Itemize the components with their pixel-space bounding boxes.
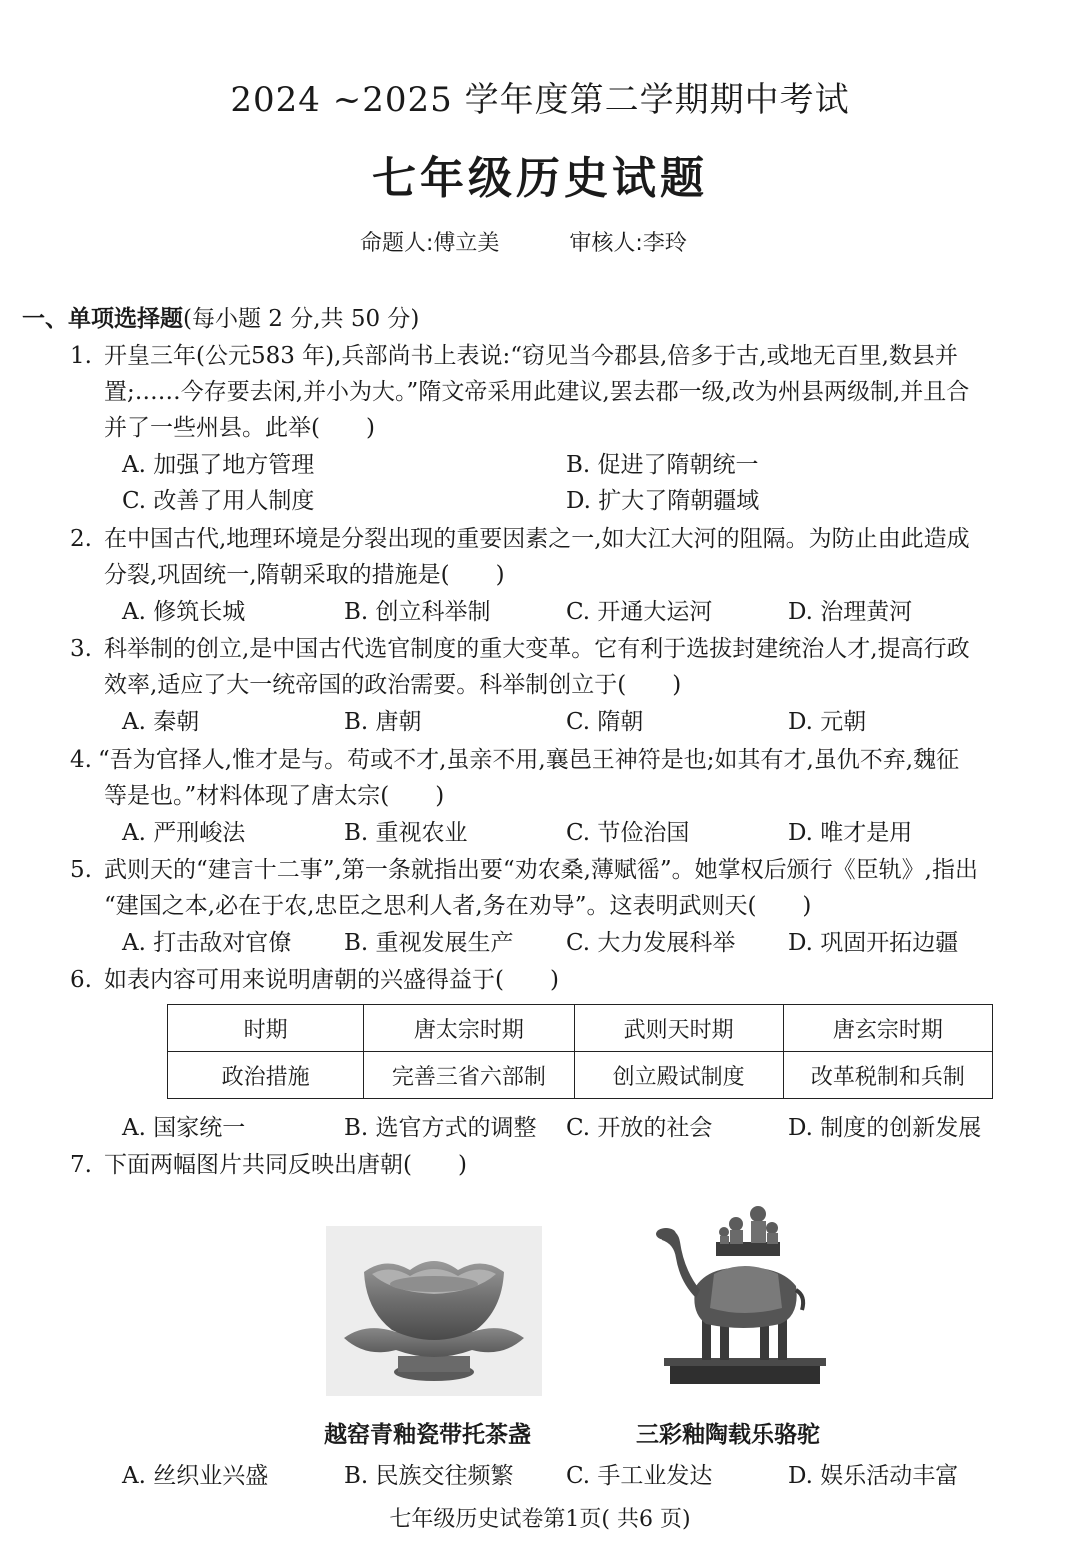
question-number: 3. — [70, 636, 92, 662]
question-stem-line: 分裂,巩固统一,隋朝采取的措施是( ) — [104, 562, 505, 588]
lotus-tea-bowl-image — [326, 1226, 542, 1396]
option-c[interactable]: C. 手工业发达 — [566, 1463, 713, 1489]
section-note: (每小题 2 分,共 50 分) — [183, 306, 420, 332]
option-d[interactable]: D. 唯才是用 — [788, 820, 913, 846]
option-a[interactable]: A. 严刑峻法 — [122, 820, 246, 846]
option-c[interactable]: C. 开通大运河 — [566, 599, 713, 625]
question-stem-line: 如表内容可用来说明唐朝的兴盛得益于( ) — [104, 967, 559, 993]
option-b[interactable]: B. 创立科举制 — [344, 599, 491, 625]
question-number: 1. — [70, 343, 92, 369]
camel-drawing — [640, 1186, 840, 1398]
table-row — [168, 1052, 993, 1099]
table-cell: 政治措施 — [168, 1052, 364, 1099]
question-number: 2. — [70, 526, 92, 552]
option-d[interactable]: D. 元朝 — [788, 709, 867, 735]
question-number: 5. — [70, 857, 92, 883]
question-stem-line: 开皇三年(公元583 年),兵部尚书上表说:“窃见当今郡县,倍多于古,或地无百里,数县并 — [104, 343, 958, 369]
exam-title: 2024 ~2025 学年度第二学期期中考试 — [230, 80, 850, 120]
option-b[interactable]: B. 唐朝 — [344, 709, 422, 735]
question-stem-line: 武则天的“建言十二事”,第一条就指出要“劝农桑,薄赋徭”。她掌权后颁行《臣轨》,指出 — [104, 857, 978, 883]
table-cell: 创立殿试制度 — [574, 1052, 783, 1099]
question-stem-line: “建国之本,必在于农,忠臣之思利人者,务在劝导”。这表明武则天( ) — [104, 893, 812, 919]
option-c[interactable]: C. 改善了用人制度 — [122, 488, 315, 514]
option-a[interactable]: A. 加强了地方管理 — [122, 452, 315, 478]
camel-figurine-image — [640, 1186, 840, 1398]
question-stem-line: 下面两幅图片共同反映出唐朝( ) — [104, 1152, 467, 1178]
image-caption: 三彩釉陶载乐骆驼 — [636, 1422, 820, 1448]
reviewer-name: 审核人:李玲 — [569, 231, 687, 256]
option-a[interactable]: A. 国家统一 — [122, 1115, 246, 1141]
page-footer: 七年级历史试卷第1页( 共6 页) — [389, 1507, 691, 1532]
section-heading — [22, 300, 419, 333]
option-a[interactable]: A. 打击敌对官僚 — [122, 930, 292, 956]
question-stem-line: 效率,适应了大一统帝国的政治需要。科举制创立于( ) — [104, 672, 682, 698]
option-a[interactable]: A. 丝织业兴盛 — [122, 1463, 269, 1489]
question-stem-line: 并了一些州县。此举( ) — [104, 415, 375, 441]
table-cell: 完善三省六部制 — [364, 1052, 574, 1099]
question-stem-line: “吾为官择人,惟才是与。苟或不才,虽亲不用,襄邑王神符是也;如其有才,虽仇不弃,魏征 — [98, 747, 960, 773]
option-c[interactable]: C. 隋朝 — [566, 709, 644, 735]
authors-line — [360, 226, 687, 257]
reform-table — [167, 1004, 993, 1099]
table-cell: 武则天时期 — [574, 1005, 783, 1052]
tea-bowl-drawing — [326, 1226, 542, 1396]
question-number: 6. — [70, 967, 92, 993]
option-c[interactable]: C. 大力发展科举 — [566, 930, 736, 956]
author-name: 命题人:傅立美 — [360, 231, 500, 256]
option-d[interactable]: D. 巩固开拓边疆 — [788, 930, 959, 956]
option-b[interactable]: B. 选官方式的调整 — [344, 1115, 537, 1141]
section-title: 一、单项选择题 — [22, 306, 183, 332]
option-b[interactable]: B. 民族交往频繁 — [344, 1463, 514, 1489]
table-cell: 改革税制和兵制 — [783, 1052, 992, 1099]
option-a[interactable]: A. 修筑长城 — [122, 599, 246, 625]
option-c[interactable]: C. 开放的社会 — [566, 1115, 713, 1141]
question-stem-line: 科举制的创立,是中国古代选官制度的重大变革。它有利于选拔封建统治人才,提高行政 — [104, 636, 970, 662]
option-c[interactable]: C. 节俭治国 — [566, 820, 690, 846]
question-stem-line: 置;……今存要去闲,并小为大。”隋文帝采用此建议,罢去郡一级,改为州县两级制,并且合 — [104, 379, 970, 405]
image-caption: 越窑青釉瓷带托茶盏 — [324, 1422, 531, 1448]
option-d[interactable]: D. 治理黄河 — [788, 599, 913, 625]
option-b[interactable]: B. 重视发展生产 — [344, 930, 514, 956]
question-stem-line: 在中国古代,地理环境是分裂出现的重要因素之一,如大江大河的阻隔。为防止由此造成 — [104, 526, 970, 552]
question-stem-line: 等是也。”材料体现了唐太宗( ) — [104, 783, 445, 809]
option-d[interactable]: D. 娱乐活动丰富 — [788, 1463, 959, 1489]
option-d[interactable]: D. 扩大了隋朝疆域 — [566, 488, 760, 514]
option-d[interactable]: D. 制度的创新发展 — [788, 1115, 982, 1141]
table-cell: 时期 — [168, 1005, 364, 1052]
subject-title: 七年级历史试题 — [372, 153, 708, 204]
table-cell: 唐太宗时期 — [364, 1005, 574, 1052]
question-number: 4. — [70, 747, 92, 773]
option-b[interactable]: B. 重视农业 — [344, 820, 468, 846]
question-number: 7. — [70, 1152, 92, 1178]
table-row — [168, 1005, 993, 1052]
option-b[interactable]: B. 促进了隋朝统一 — [566, 452, 759, 478]
table-cell: 唐玄宗时期 — [783, 1005, 992, 1052]
option-a[interactable]: A. 秦朝 — [122, 709, 200, 735]
